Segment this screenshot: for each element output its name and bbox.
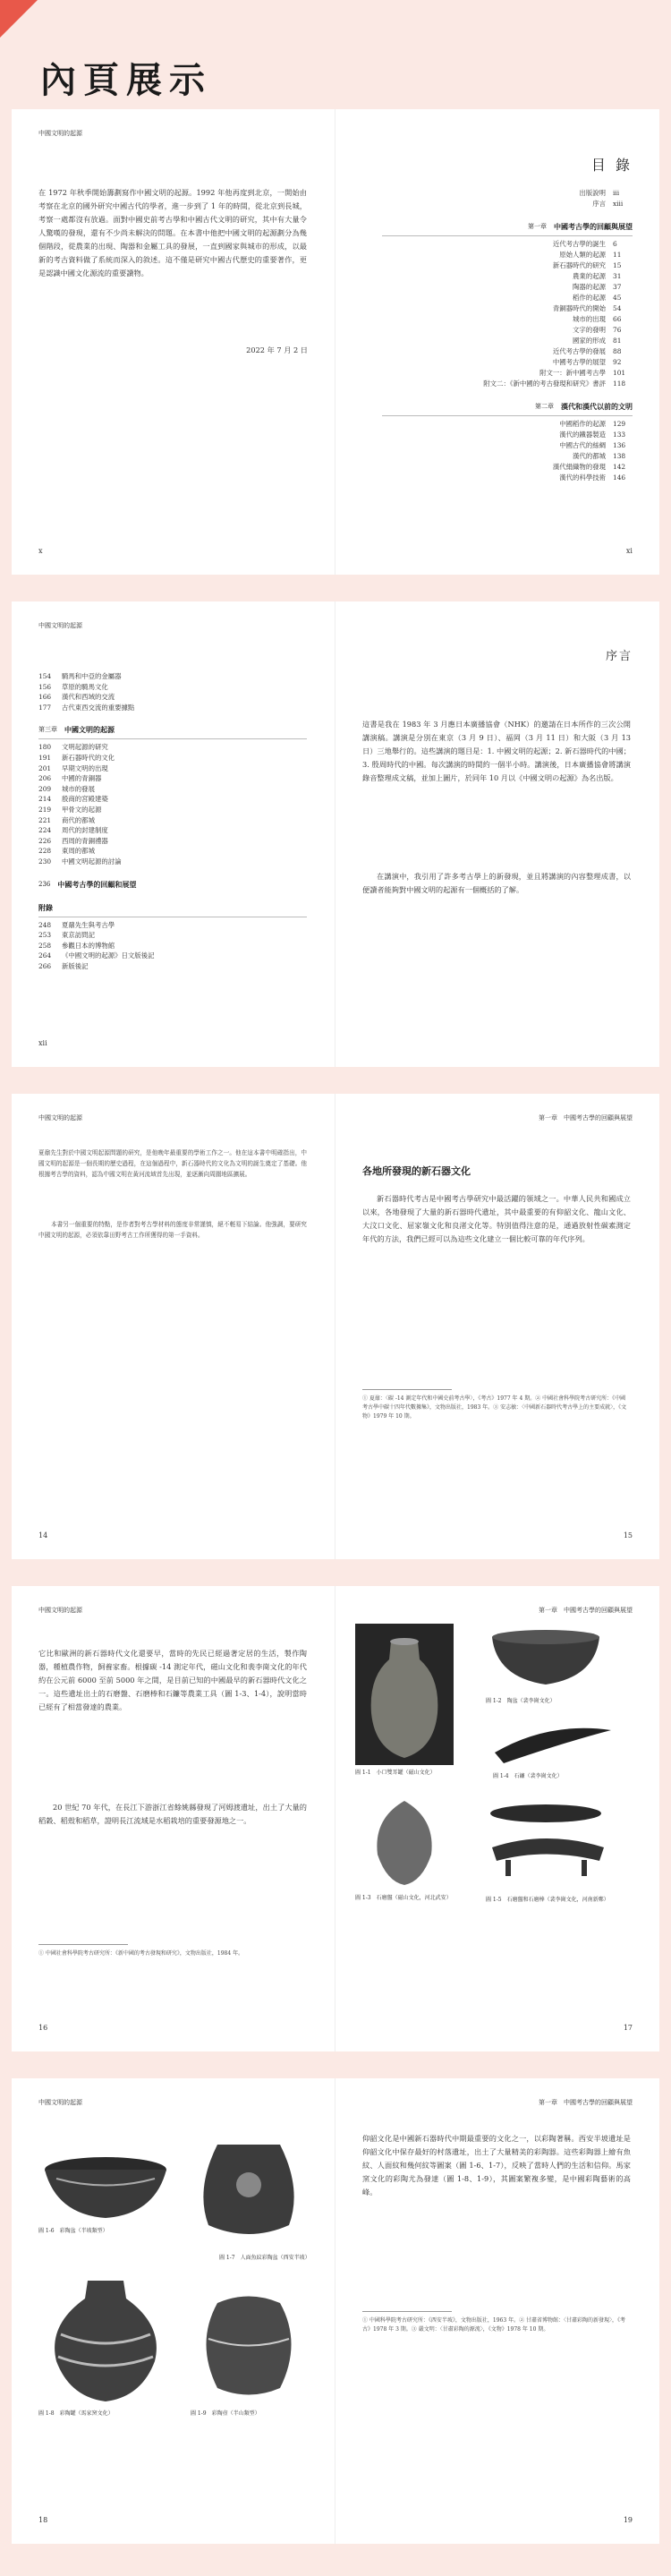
spread-preface	[12, 601, 659, 1067]
toc-entry-label: 近代考古學的誕生	[552, 240, 606, 248]
footnotes: ① 中國科學院考古研究所：《西安半坡》，文物出版社，1963 年。② 甘肅省博物館：〈甘肅彩陶的新發現〉，《考古》1978 年 3 期。③ 嚴文明：〈甘肅彩陶的源流〉，《文物》1978 年 10 期。	[362, 2317, 625, 2333]
toc-entry	[38, 742, 307, 753]
toc-entry	[382, 346, 633, 357]
toc-entry-label: 周代的封建制度	[62, 826, 108, 835]
toc-entry	[382, 368, 633, 379]
page-header	[0, 0, 671, 109]
toc-entry-page: 54	[613, 304, 622, 312]
toc-entry-page: 11	[613, 251, 622, 259]
toc-entry-page: 92	[613, 358, 622, 366]
toc-chapter-heading: 236 中國考古學的回顧和展望	[38, 879, 137, 889]
toc-entry-label: 東周的都城	[62, 847, 95, 856]
toc-entry-page: 37	[613, 283, 622, 291]
toc-entry-label: 漢代的科學技術	[559, 473, 606, 482]
body-text: 在 1972 年秋季開始籌劃寫作中國文明的起源。1992 年他再度到北京，一開始由考察在北京的國外研究中國古代的學者，進一步到了 1 年的時間，從北京到長城，考察一處都沒有放過。面對中國史前考古學和中國古代文明的研究，其中有大量令人驚嘆的發現，還有不少尚未解決的問題。在本書中他把中國文明的起源劃分為幾個階段，從農業的出現、陶器和金屬工具的發展，一直到國家與城市的形成，以最新的考古資料做了系統而深入的敘述。這不僅是研究中國古代歷史的重要著作，更是認識中國文化源流的重要讀物。	[38, 188, 307, 277]
artifact-photo	[191, 2127, 307, 2252]
toc-entry-label: 參觀日本的博物館	[62, 941, 115, 950]
toc-entry-label: 漢代的都城	[573, 452, 606, 460]
toc-entry	[382, 314, 633, 325]
figure-caption: 圖 1-9 彩陶壺（半山類型）	[191, 2410, 260, 2417]
page-number: xi	[625, 547, 633, 555]
figure-caption: 圖 1-5 石磨盤和石磨棒（裴李崗文化，河南新鄭）	[486, 1897, 609, 1903]
section-heading: 各地所發現的新石器文化	[362, 1165, 471, 1177]
toc-entry	[382, 282, 633, 293]
artifact-photo	[355, 1792, 454, 1890]
toc-chapter-heading: 第三章 中國文明的起源	[38, 725, 115, 735]
page-number: xii	[38, 1039, 47, 1047]
toc-entry-page: 201	[38, 763, 52, 772]
toc-entry-page: xiii	[613, 200, 624, 208]
toc-entry-page: 219	[38, 805, 52, 814]
toc-entry-label: 文字的發明	[573, 326, 606, 334]
body-text: 本書另一個重要的特點，是作者對考古學材料的態度非常謹慎，絕不輕易下結論。他強調，要研究中國文明的起源，必須依靠田野考古工作所獲得的第一手資料。	[38, 1221, 307, 1239]
footnote-rule	[38, 1944, 128, 1945]
toc-entry-label: 城市的出現	[573, 315, 606, 323]
toc-entry	[382, 473, 633, 483]
artifact-photo	[479, 1624, 613, 1695]
toc-entry	[38, 753, 307, 763]
page-title: 內頁展示	[40, 60, 212, 101]
toc-entry-label: 夏鼐先生與考古學	[62, 920, 115, 929]
toc-entry-page: 228	[38, 847, 52, 856]
page-number: x	[38, 547, 43, 555]
toc-entry-page: 154	[38, 672, 52, 680]
body-text: 夏鼐先生對於中國文明起源問題的研究，是他晚年最重要的學術工作之一。他在這本書中明確指出，中國文明的起源是一個長期的歷史過程，在這個過程中，新石器時代的文化為文明的誕生奠定了基礎。他根據考古學的資料，認為中國文明在黃河流域首先出現，並逐漸向周圍地區擴展。	[38, 1149, 307, 1178]
page-right	[336, 1586, 659, 2051]
toc-entry	[38, 794, 307, 805]
page-right	[336, 109, 659, 575]
page-number: 17	[623, 2024, 633, 2032]
artifact-photo	[479, 1794, 613, 1892]
toc-entry-page: 226	[38, 836, 52, 845]
toc-entry	[38, 920, 307, 931]
page-number: 18	[38, 2516, 48, 2524]
toc-entry	[382, 451, 633, 462]
toc-entry-page: 6	[613, 240, 617, 248]
toc-entry	[382, 462, 633, 473]
toc-entry-page: 166	[38, 693, 52, 702]
toc-entry	[38, 815, 307, 826]
toc-entry	[38, 682, 307, 693]
body-text: 它比和歐洲的新石器時代文化還要早，當時的先民已經過著定居的生活，製作陶器，種植農作物，飼養家畜。根據碳 -14 測定年代，磁山文化和裴李崗文化的年代約在公元前 6000 至前 5000 年之間，是目前已知的中國最早的新石器時代文化之一。這些遺址出土的石磨盤、石磨棒和石鐮等農業工具（圖 1-3、1-4），說明當時已經有了相當發達的農業。	[38, 1649, 307, 1711]
body-text: 20 世紀 70 年代，在長江下游浙江省餘姚縣發現了河姆渡遺址，出土了大量的稻穀、稻殼和稻草，證明長江流域是水稻栽培的重要發源地之一。	[38, 1803, 307, 1825]
toc-entry-label: 漢代絹織物的發現	[552, 463, 606, 471]
toc-entry	[38, 961, 307, 972]
page-left	[12, 109, 336, 575]
artifact-photo	[38, 2143, 173, 2225]
toc-entry	[38, 671, 307, 682]
running-head: 中國文明的起源	[38, 1607, 82, 1614]
toc-entry	[382, 419, 633, 430]
running-head: 第一章 中國考古學的回顧與展望	[539, 1114, 633, 1122]
footnote-rule	[362, 1389, 452, 1390]
toc-entry-page: 133	[613, 431, 626, 439]
appendix-heading: 附錄	[38, 902, 53, 912]
page-number: 15	[623, 1531, 633, 1540]
toc-entry-page: 81	[613, 337, 622, 345]
footnotes: ① 夏鼐：〈碳 -14 測定年代和中國史前考古學〉，《考古》1977 年 4 期。② 中國社會科學院考古研究所：《中國考古學中碳十四年代數據集》，文物出版社，1983 年。③ 安志敏：〈中國新石器時代考古學上的主要成就〉，《文物》1979 年 10 期。	[362, 1395, 627, 1420]
artifact-photo	[191, 2281, 307, 2406]
footnotes: ① 中國社會科學院考古研究所：《新中國的考古發現和研究》，文物出版社，1984 年。	[38, 1950, 244, 1957]
toc-chapter-heading: 第一章 中國考古學的回顧與展望	[528, 222, 633, 231]
toc-entry-label: 新石器時代的文化	[62, 753, 115, 762]
figure-caption: 圖 1-1 小口雙耳罐（磁山文化）	[355, 1770, 436, 1776]
page-right	[336, 1094, 659, 1559]
toc-entry-page: 264	[38, 951, 52, 960]
toc-list	[38, 671, 307, 971]
body-text: 新石器時代考古是中國考古學研究中最活躍的領域之一。中華人民共和國成立以來，各地發現了大量的新石器時代遺址，其中最重要的有仰韶文化、龍山文化、大汶口文化、屈家嶺文化和良渚文化等。特別值得注意的是，通過放射性碳素測定年代的方法，我們已經可以為這些文化建立一個比較可靠的年代序列。	[362, 1194, 631, 1243]
toc-entry-label: 漢代的鐵器製造	[559, 431, 606, 439]
toc-entry-label: 附文二：《新中國的考古發現和研究》書評	[483, 380, 606, 388]
toc-entry-page: 88	[613, 347, 622, 355]
toc-entry	[382, 336, 633, 346]
toc-entry-label: 中國考古學的展望	[552, 358, 606, 366]
date: 2022 年 7 月 2 日	[246, 345, 308, 354]
page-left	[12, 601, 336, 1067]
body-text: 在講演中，我引用了許多考古學上的新發現，並且將講演的內容整理成書，以便讀者能夠對中國文明的起源有一個概括的了解。	[362, 872, 631, 894]
page-left	[12, 2078, 336, 2544]
figure-caption: 圖 1-4 石鐮（裴李崗文化）	[493, 1773, 563, 1779]
toc-entry	[382, 188, 633, 199]
page-number: 16	[38, 2024, 48, 2032]
preface-heading: 序言	[605, 650, 633, 663]
toc-entry-label: 序言	[592, 200, 606, 208]
spread-chapter1	[12, 1094, 659, 1559]
toc-entry-page: 191	[38, 753, 52, 762]
toc-entry-label: 商代的都城	[62, 815, 95, 824]
toc-entry-page: 221	[38, 815, 52, 824]
toc-entry	[382, 239, 633, 250]
toc-entry-label: 城市的發展	[62, 784, 95, 793]
toc-entry	[382, 293, 633, 303]
toc-entry-page: 118	[613, 380, 626, 388]
toc-entry-label: 中國古代的絲綢	[559, 441, 606, 449]
running-head: 中國文明的起源	[38, 622, 82, 629]
toc-entry-page: 142	[613, 463, 626, 471]
figure-caption: 圖 1-8 彩陶罐（馬家窯文化）	[38, 2410, 114, 2417]
toc-entry-label: 騎馬和中亞的金屬器	[62, 672, 122, 680]
toc-entry-page: 230	[38, 857, 52, 866]
toc-entry-label: 《中國文明的起源》日文版後記	[62, 951, 155, 960]
toc-entry-page: 266	[38, 961, 52, 970]
toc-entry-label: 附文一：新中國考古學	[539, 369, 606, 377]
toc-entry-label: 中國稻作的起源	[559, 420, 606, 428]
toc-entry-page: 146	[613, 473, 626, 482]
toc-entry-page: 253	[38, 931, 52, 940]
toc-entry-page: 136	[613, 441, 626, 449]
page-right	[336, 601, 659, 1067]
toc-entry-page: 129	[613, 420, 626, 428]
toc-entry	[38, 784, 307, 795]
artifact-photo	[486, 1717, 620, 1770]
toc-entry-label: 漢代和西域的交流	[62, 693, 115, 702]
page-number: 14	[38, 1531, 48, 1540]
page-number: 19	[623, 2516, 633, 2524]
toc-title: 目 錄	[590, 157, 633, 174]
spread-painted-pottery	[12, 2078, 659, 2544]
toc-entry	[382, 260, 633, 271]
artifact-photo	[38, 2272, 173, 2406]
toc-entry	[38, 951, 307, 961]
toc-entry-label: 甲骨文的起源	[62, 805, 102, 814]
accent-corner	[0, 0, 38, 38]
toc-entry	[38, 941, 307, 951]
running-head: 中國文明的起源	[38, 2099, 82, 2106]
toc-entry-label: 中國文明起源的討論	[62, 857, 122, 866]
toc-entry	[382, 303, 633, 314]
toc-entry	[38, 805, 307, 815]
toc-entry	[38, 763, 307, 774]
toc-list	[382, 188, 633, 483]
toc-entry	[382, 357, 633, 368]
page-left	[12, 1094, 336, 1559]
toc-entry	[38, 703, 307, 713]
figure-caption: 圖 1-6 彩陶盆（半坡類型）	[38, 2228, 108, 2234]
toc-entry-page: 76	[613, 326, 622, 334]
toc-entry-page: 138	[613, 452, 626, 460]
footnote-rule	[362, 2311, 452, 2312]
toc-entry-label: 東京訪問記	[62, 931, 95, 940]
toc-entry-label: 出版說明	[579, 189, 606, 197]
toc-entry-label: 近代考古學的發展	[552, 347, 606, 355]
toc-entry	[382, 440, 633, 451]
figure-caption: 圖 1-3 石磨盤（磁山文化，河北武安）	[355, 1895, 452, 1901]
figure-caption: 圖 1-2 陶盆（裴李崗文化）	[486, 1698, 556, 1704]
toc-entry	[382, 271, 633, 282]
running-head: 中國文明的起源	[38, 1114, 82, 1122]
toc-entry-label: 陶器的起源	[573, 283, 606, 291]
body-text: 仰韶文化是中國新石器時代中期最重要的文化之一，以彩陶著稱。西安半坡遺址是仰韶文化中保存最好的村落遺址，出土了大量精美的彩陶器。這些彩陶器上繪有魚紋、人面紋和幾何紋等圖案（圖 1-6、1-7），反映了當時人們的生活和信仰。馬家窯文化的彩陶尤為發達（圖 1-8、1-9），其圖案繁複多變，是中國彩陶藝術的高峰。	[362, 2134, 631, 2196]
toc-entry-label: 古代東西交流的重要據點	[62, 703, 135, 712]
toc-entry-label: 草原的騎馬文化	[62, 682, 108, 691]
toc-entry	[38, 836, 307, 847]
toc-entry-label: 中國的青銅器	[62, 774, 102, 783]
toc-entry-page: 45	[613, 294, 622, 302]
toc-entry-label: 西周的青銅禮器	[62, 836, 108, 845]
toc-entry-label: 早期文明的出現	[62, 763, 108, 772]
running-head: 第一章 中國考古學的回顧與展望	[539, 1607, 633, 1614]
running-head: 第一章 中國考古學的回顧與展望	[539, 2099, 633, 2106]
toc-entry-page: 258	[38, 941, 52, 950]
toc-entry-page: 206	[38, 774, 52, 783]
artifact-photo	[355, 1624, 454, 1765]
toc-entry-label: 新石器時代的研究	[552, 261, 606, 269]
toc-entry	[382, 430, 633, 440]
toc-entry	[382, 325, 633, 336]
toc-entry-page: 214	[38, 795, 52, 804]
toc-entry	[38, 692, 307, 703]
toc-entry	[382, 250, 633, 260]
toc-entry	[38, 930, 307, 941]
toc-entry-label: 稻作的起源	[573, 294, 606, 302]
toc-entry-page: 15	[613, 261, 622, 269]
toc-entry	[38, 773, 307, 784]
toc-entry-page: 209	[38, 784, 52, 793]
toc-entry-label: 農業的起源	[573, 272, 606, 280]
body-text: 這書是我在 1983 年 3 月應日本廣播協會（NHK）的邀請在日本所作的三次公開講演稿。講演是分別在東京（3 月 9 日）、福岡（3 月 11 日）和大阪（3 月 13 日）三地舉行的。這些講演的題目是：1. 中國文明的起源；2. 新石器時代的中國；3. 殷周時代的中國。每次講演的時間約一個半小時。講演後，日本廣播協會將講演錄音整理成文稿，並加上圖片，於同年 10 月以《中國文明の起源》為名出版。	[362, 720, 631, 782]
toc-entry-page: 248	[38, 920, 52, 929]
toc-entry-page: 156	[38, 682, 52, 691]
toc-entry-label: 文明起源的研究	[62, 743, 108, 752]
toc-entry-page: 66	[613, 315, 622, 323]
toc-entry	[382, 199, 633, 209]
spread-artifacts	[12, 1586, 659, 2051]
toc-entry-page: 31	[613, 272, 622, 280]
running-head: 中國文明的起源	[38, 130, 82, 137]
toc-entry	[38, 857, 307, 867]
toc-entry	[38, 846, 307, 857]
page-right	[336, 2078, 659, 2544]
toc-entry	[38, 825, 307, 836]
toc-chapter-heading: 第二章 漢代和漢代以前的文明	[535, 402, 633, 411]
toc-entry-label: 殷商的宮殿建築	[62, 795, 108, 804]
toc-entry-page: 180	[38, 743, 52, 752]
spread-toc	[12, 109, 659, 575]
toc-entry-page: 101	[613, 369, 626, 377]
toc-entry-label: 青銅器時代的開始	[552, 304, 606, 312]
toc-entry-page: 224	[38, 826, 52, 835]
toc-entry-label: 國家的形成	[573, 337, 606, 345]
figure-caption: 圖 1-7 人面魚紋彩陶盆（西安半坡）	[219, 2255, 310, 2261]
page-left	[12, 1586, 336, 2051]
toc-entry	[382, 379, 633, 389]
toc-entry-page: 177	[38, 703, 52, 712]
toc-entry-label: 新版後記	[62, 961, 89, 970]
toc-entry-label: 原始人類的起源	[559, 251, 606, 259]
toc-entry-page: iii	[613, 189, 620, 197]
